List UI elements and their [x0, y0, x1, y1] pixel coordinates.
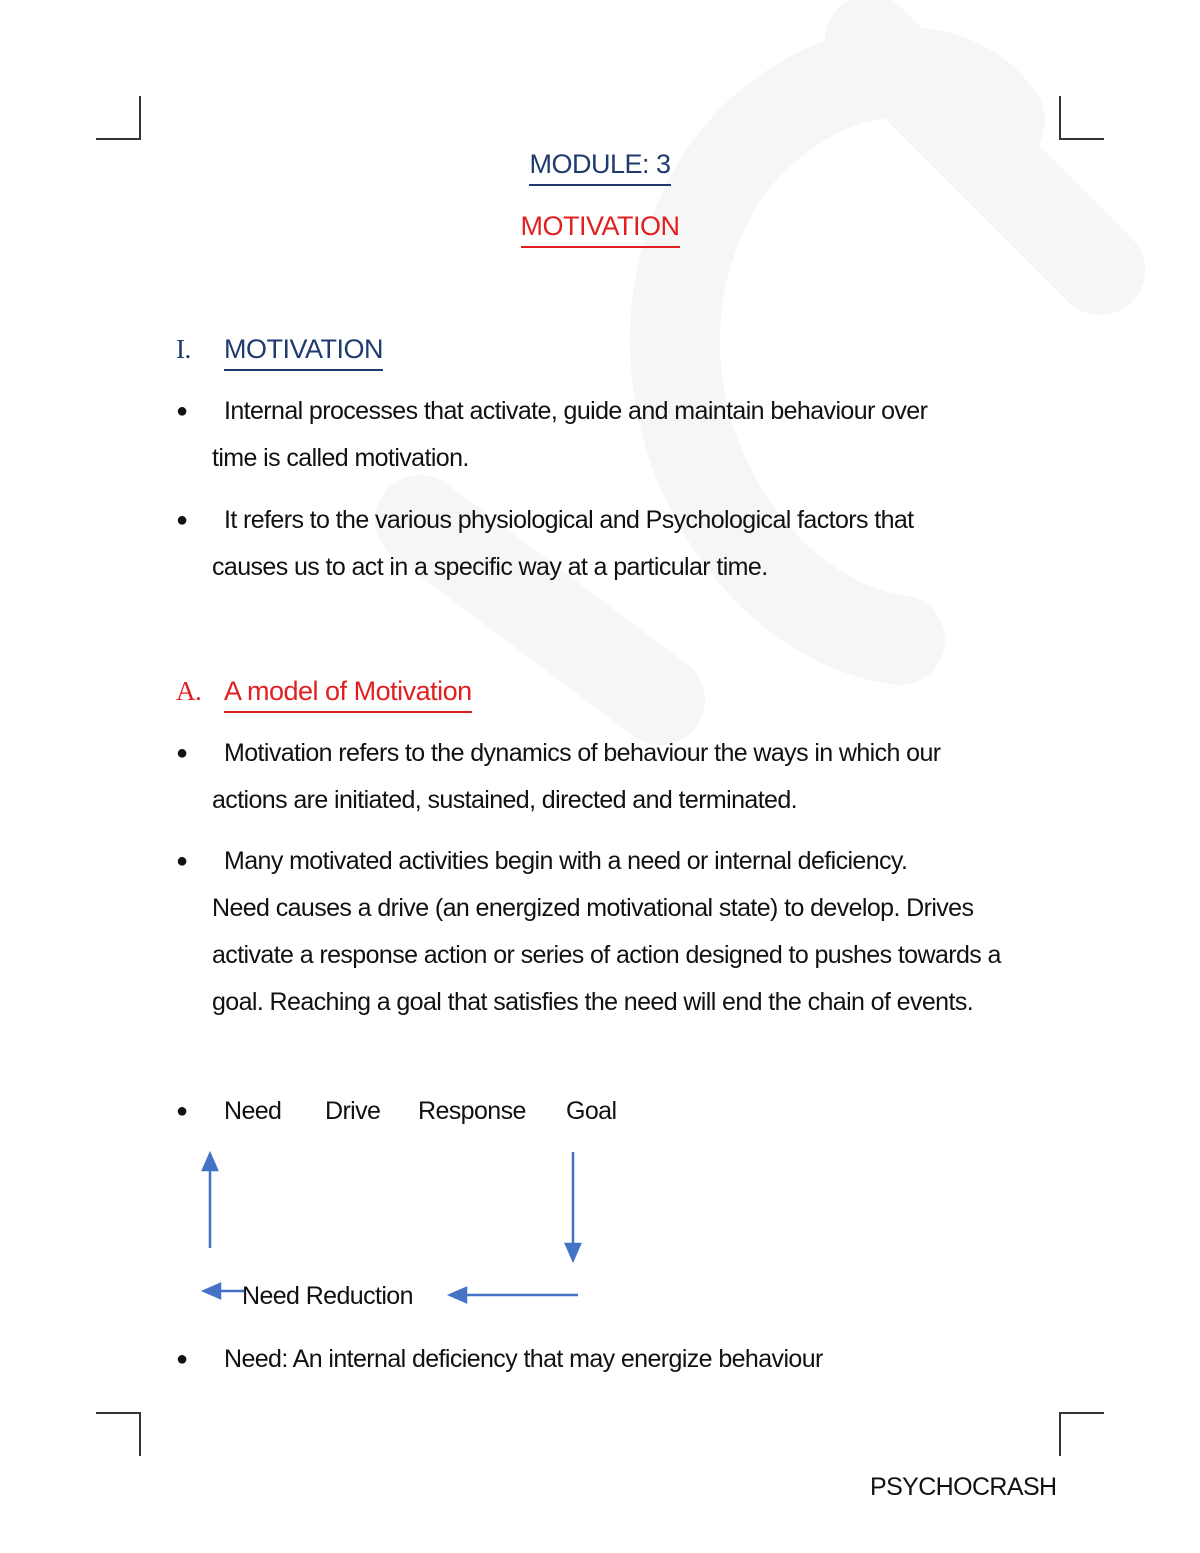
bullet-dot: ● — [176, 400, 188, 422]
bullet-need-definition: ● Need: An internal deficiency that may energize behaviour — [176, 1336, 1056, 1383]
bullet-dot: ● — [176, 1100, 188, 1122]
need-reduction-label: Need Reduction — [242, 1282, 413, 1310]
bullet-factors: ● It refers to the various physiological and Psychological factors that causes us to act in a specific way at a particular time. — [176, 497, 1056, 591]
section-1-number: I. — [176, 334, 191, 364]
footer-brand: PSYCHOCRASH — [870, 1473, 1057, 1501]
section-a-heading-text: A model of Motivation — [224, 674, 472, 713]
flow-step-response: Response — [418, 1097, 526, 1125]
bullet-dot: ● — [176, 850, 188, 872]
bullet-dot: ● — [176, 742, 188, 764]
bullet-dynamics: ● Motivation refers to the dynamics of behaviour the ways in which our actions are initiated, sustained, directed and terminated. — [176, 730, 1056, 824]
bullet-dot: ● — [176, 1348, 188, 1370]
arrow-left-2-head — [204, 1284, 220, 1298]
bullet-need-drive: ● Many motivated activities begin with a need or internal deficiency. Need causes a drive (an energized motivational state) to develop. Drives activate a response action or series of action designed to pushes towards a goal. Reaching a goal that satisfies the need will end the chain of events. — [176, 838, 1056, 1026]
flow-step-drive: Drive — [325, 1097, 381, 1125]
bullet-definition: ● Internal processes that activate, guide and maintain behaviour over time is called motivation. — [176, 388, 1056, 482]
flow-step-goal: Goal — [566, 1097, 617, 1125]
chapter-title: MOTIVATION — [0, 209, 1200, 248]
flow-step-need: Need — [224, 1097, 282, 1125]
bullet-dot: ● — [176, 509, 188, 531]
arrow-up-head — [203, 1154, 217, 1170]
arrow-down-head — [566, 1244, 580, 1260]
arrow-left-1-head — [450, 1288, 466, 1302]
module-title: MODULE: 3 — [0, 147, 1200, 186]
section-a-number: A. — [176, 676, 202, 706]
section-1-heading-text: MOTIVATION — [224, 332, 383, 371]
